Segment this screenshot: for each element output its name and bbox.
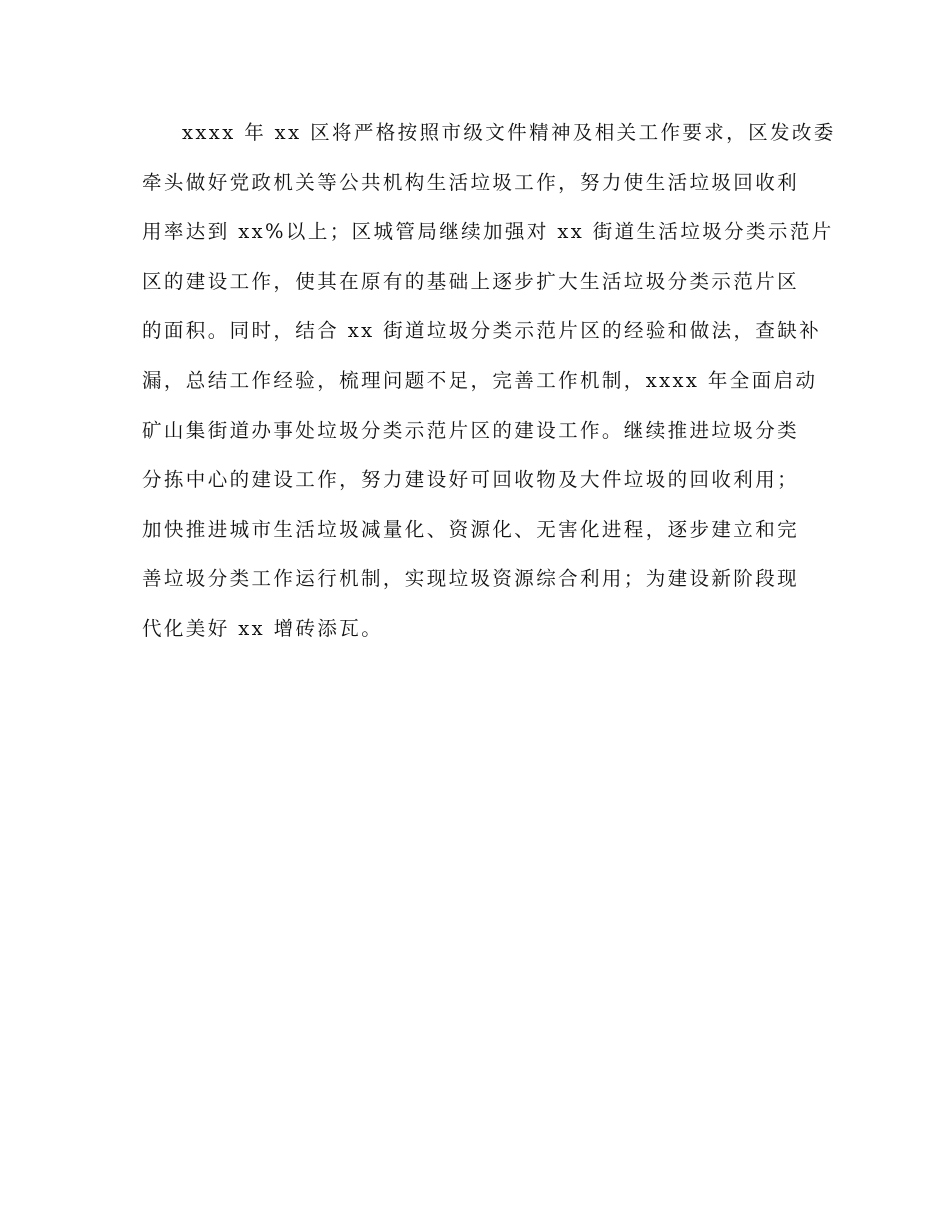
paragraph-line: 区的建设工作，使其在原有的基础上逐步扩大生活垃圾分类示范片区 <box>142 269 800 293</box>
paragraph-line: 用率达到 xx%以上；区城管局继续加强对 xx 街道生活垃圾分类示范片 <box>142 220 834 244</box>
body-paragraph <box>142 108 836 654</box>
paragraph-line: xxxx 年 xx 区将严格按照市级文件精神及相关工作要求，区发改委 <box>182 121 836 144</box>
paragraph-line: 加快推进城市生活垃圾减量化、资源化、无害化进程，逐步建立和完 <box>142 517 800 541</box>
paragraph-line: 善垃圾分类工作运行机制，实现垃圾资源综合利用；为建设新阶段现 <box>142 567 800 591</box>
paragraph-line: 牵头做好党政机关等公共机构生活垃圾工作，努力使生活垃圾回收利 <box>142 170 800 194</box>
paragraph-line: 矿山集街道办事处垃圾分类示范片区的建设工作。继续推进垃圾分类 <box>142 418 800 442</box>
paragraph-line: 漏，总结工作经验，梳理问题不足，完善工作机制，xxxx 年全面启动 <box>142 368 818 392</box>
paragraph-line: 的面积。同时，结合 xx 街道垃圾分类示范片区的经验和做法，查缺补 <box>142 319 822 343</box>
paragraph-line: 分拣中心的建设工作，努力建设好可回收物及大件垃圾的回收利用； <box>142 468 800 492</box>
paragraph-line: 代化美好 xx 增砖添瓦。 <box>142 616 384 640</box>
